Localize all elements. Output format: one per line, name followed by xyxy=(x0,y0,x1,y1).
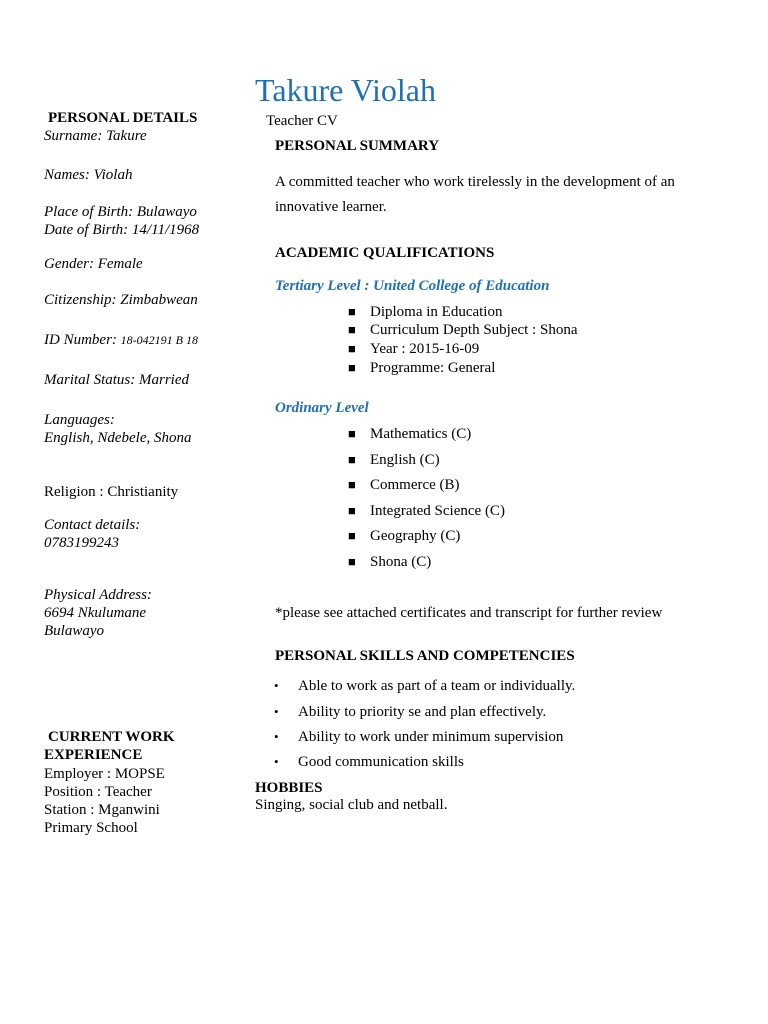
certificates-note: *please see attached certificates and transcript for further review xyxy=(275,605,663,621)
square-bullet-icon: ■ xyxy=(348,503,356,518)
gender: Gender: Female xyxy=(44,256,143,272)
place-of-birth: Place of Birth: Bulawayo xyxy=(44,204,197,220)
languages-value: English, Ndebele, Shona xyxy=(44,430,192,446)
square-bullet-icon: ■ xyxy=(348,528,356,543)
bullet-icon: • xyxy=(274,729,279,744)
list-item: ■ Shona (C) xyxy=(348,554,432,570)
list-item: ■ Mathematics (C) xyxy=(348,426,472,442)
id-number-label: ID Number: xyxy=(44,332,117,348)
bullet-icon: • xyxy=(274,754,279,769)
contact-label: Contact details: xyxy=(44,517,141,533)
id-number-value: 18-042191 B 18 xyxy=(120,333,198,347)
summary-line2: innovative learner. xyxy=(275,199,387,215)
bullet-icon: • xyxy=(274,678,279,693)
position: Position : Teacher xyxy=(44,784,152,800)
square-bullet-icon: ■ xyxy=(348,426,356,441)
station-line1: Station : Mganwini xyxy=(44,802,160,818)
station-line2: Primary School xyxy=(44,820,138,836)
square-bullet-icon: ■ xyxy=(348,452,356,467)
list-item: ■ Diploma in Education xyxy=(348,304,503,320)
skills-heading: PERSONAL SKILLS AND COMPETENCIES xyxy=(275,648,575,664)
list-item: • Ability to work under minimum supervision xyxy=(274,729,564,745)
tertiary-heading: Tertiary Level : United College of Education xyxy=(275,278,550,294)
cv-role: Teacher CV xyxy=(266,113,338,129)
date-of-birth: Date of Birth: 14/11/1968 xyxy=(44,222,200,238)
marital-status: Marital Status: Married xyxy=(44,372,189,388)
work-heading-line2: EXPERIENCE xyxy=(44,747,143,763)
square-bullet-icon: ■ xyxy=(348,554,356,569)
square-bullet-icon: ■ xyxy=(348,341,356,356)
contact-value: 0783199243 xyxy=(44,535,119,551)
work-heading-line1: CURRENT WORK xyxy=(48,729,175,745)
personal-summary-heading: PERSONAL SUMMARY xyxy=(275,138,440,154)
list-item: ■ Curriculum Depth Subject : Shona xyxy=(348,322,578,338)
religion: Religion : Christianity xyxy=(44,484,179,500)
languages-label: Languages: xyxy=(44,412,115,428)
summary-line1: A committed teacher who work tirelessly in the development of an xyxy=(275,174,675,190)
ordinary-heading: Ordinary Level xyxy=(275,400,369,416)
list-item: • Good communication skills xyxy=(274,754,464,770)
address-label: Physical Address: xyxy=(44,587,152,603)
citizenship: Citizenship: Zimbabwean xyxy=(44,292,198,308)
address-line2: Bulawayo xyxy=(44,623,104,639)
list-item: ■ Commerce (B) xyxy=(348,477,460,493)
cv-name: Takure Violah xyxy=(255,72,436,108)
personal-details-heading: PERSONAL DETAILS xyxy=(48,110,198,126)
hobbies-text: Singing, social club and netball. xyxy=(255,797,448,813)
employer: Employer : MOPSE xyxy=(44,766,165,782)
list-item: ■ Year : 2015-16-09 xyxy=(348,341,480,357)
address-line1: 6694 Nkulumane xyxy=(44,605,147,621)
square-bullet-icon: ■ xyxy=(348,322,356,337)
square-bullet-icon: ■ xyxy=(348,360,356,375)
hobbies-heading: HOBBIES xyxy=(255,780,323,796)
id-number xyxy=(44,331,198,349)
names: Names: Violah xyxy=(44,167,133,183)
bullet-icon: • xyxy=(274,704,279,719)
square-bullet-icon: ■ xyxy=(348,304,356,319)
academic-heading: ACADEMIC QUALIFICATIONS xyxy=(275,245,495,261)
list-item: ■ Geography (C) xyxy=(348,528,461,544)
square-bullet-icon: ■ xyxy=(348,477,356,492)
surname: Surname: Takure xyxy=(44,128,147,144)
list-item: • Ability to priority se and plan effectively. xyxy=(274,704,547,720)
list-item: • Able to work as part of a team or individually. xyxy=(274,678,576,694)
list-item: ■ English (C) xyxy=(348,452,440,468)
list-item: ■ Integrated Science (C) xyxy=(348,503,505,519)
list-item: ■ Programme: General xyxy=(348,360,496,376)
